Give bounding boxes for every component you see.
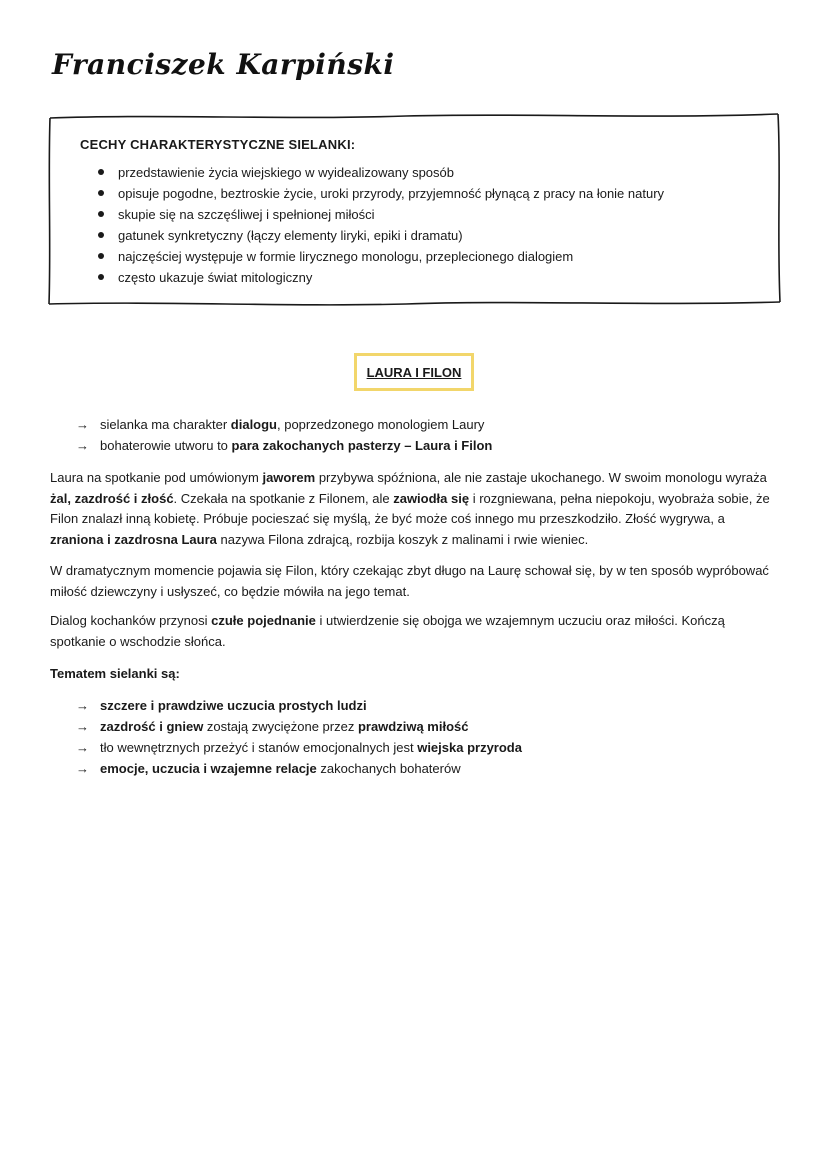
section-title-box bbox=[354, 353, 474, 391]
list-item: → tło wewnętrznych przeżyć i stanów emocjonalnych jest wiejska przyroda bbox=[74, 737, 522, 758]
right-arrow-icon: → bbox=[76, 698, 89, 713]
disc-bullet-icon bbox=[98, 253, 104, 259]
list-item: → szczere i prawdziwe uczucia prostych ludzi bbox=[74, 695, 522, 716]
paragraph-reconciliation: Dialog kochanków przynosi czułe pojednanie i utwierdzenie się obojga we wzajemnym uczuciu oraz miłości. Kończą spotkanie o wschodzie słońca. bbox=[50, 613, 725, 649]
intro-list bbox=[74, 414, 492, 456]
disc-bullet-icon bbox=[98, 169, 104, 175]
list-item: często ukazuje świat mitologiczny bbox=[98, 267, 664, 288]
list-item: → bohaterowie utworu to para zakochanych pasterzy – Laura i Filon bbox=[74, 435, 492, 456]
right-arrow-icon: → bbox=[76, 761, 89, 776]
section-title: LAURA I FILON bbox=[366, 364, 462, 380]
list-item: najczęściej występuje w formie lirycznego monologu, przeplecionego dialogiem bbox=[98, 246, 664, 267]
disc-bullet-icon bbox=[98, 190, 104, 196]
list-item: przedstawienie życia wiejskiego w wyidealizowany sposób bbox=[98, 162, 664, 183]
traits-heading: CECHY CHARAKTERYSTYCZNE SIELANKI: bbox=[80, 137, 356, 152]
traits-list bbox=[98, 162, 664, 288]
right-arrow-icon: → bbox=[76, 417, 89, 432]
list-item: → zazdrość i gniew zostają zwyciężone przez prawdziwą miłość bbox=[74, 716, 522, 737]
disc-bullet-icon bbox=[98, 274, 104, 280]
right-arrow-icon: → bbox=[76, 438, 89, 453]
list-item: skupie się na szczęśliwej i spełnionej miłości bbox=[98, 204, 664, 225]
right-arrow-icon: → bbox=[76, 719, 89, 734]
page-title: Franciszek Karpiński bbox=[52, 48, 395, 81]
themes-list bbox=[74, 695, 522, 779]
list-item: → emocje, uczucia i wzajemne relacje zakochanych bohaterów bbox=[74, 758, 522, 779]
disc-bullet-icon bbox=[98, 211, 104, 217]
themes-heading: Tematem sielanki są: bbox=[50, 666, 180, 681]
disc-bullet-icon bbox=[98, 232, 104, 238]
list-item: → sielanka ma charakter dialogu, poprzedzonego monologiem Laury bbox=[74, 414, 492, 435]
right-arrow-icon: → bbox=[76, 740, 89, 755]
list-item: opisuje pogodne, beztroskie życie, uroki przyrody, przyjemność płynącą z pracy na łonie natury bbox=[98, 183, 664, 204]
paragraph-laura-monologue: Laura na spotkanie pod umówionym jaworem przybywa spóźniona, ale nie zastaje ukochanego. W swoim monologu wyraża żal, zazdrość i złość. Czekała na spotkanie z Filonem, ale zawiodła się i rozgniewana, pełna niepokoju, wyobraża sobie, że Filon znalazł inną kobietę. Próbuje pocieszać się myślą, że być może coś innego mu przeszkodziło. Złość wygrywa, a zraniona i zazdrosna Laura nazywa Filona zdrajcą, rozbija koszyk z malinami i rwie wieniec. bbox=[50, 470, 770, 547]
traits-box bbox=[46, 110, 782, 308]
list-item: gatunek synkretyczny (łączy elementy liryki, epiki i dramatu) bbox=[98, 225, 664, 246]
paragraph-filon-appears: W dramatycznym momencie pojawia się Filon, który czekając zbyt długo na Laurę schował się, by w ten sposób wypróbować miłość dziewczyny i usłyszeć, co będzie mówiła na jego temat. bbox=[50, 563, 769, 599]
